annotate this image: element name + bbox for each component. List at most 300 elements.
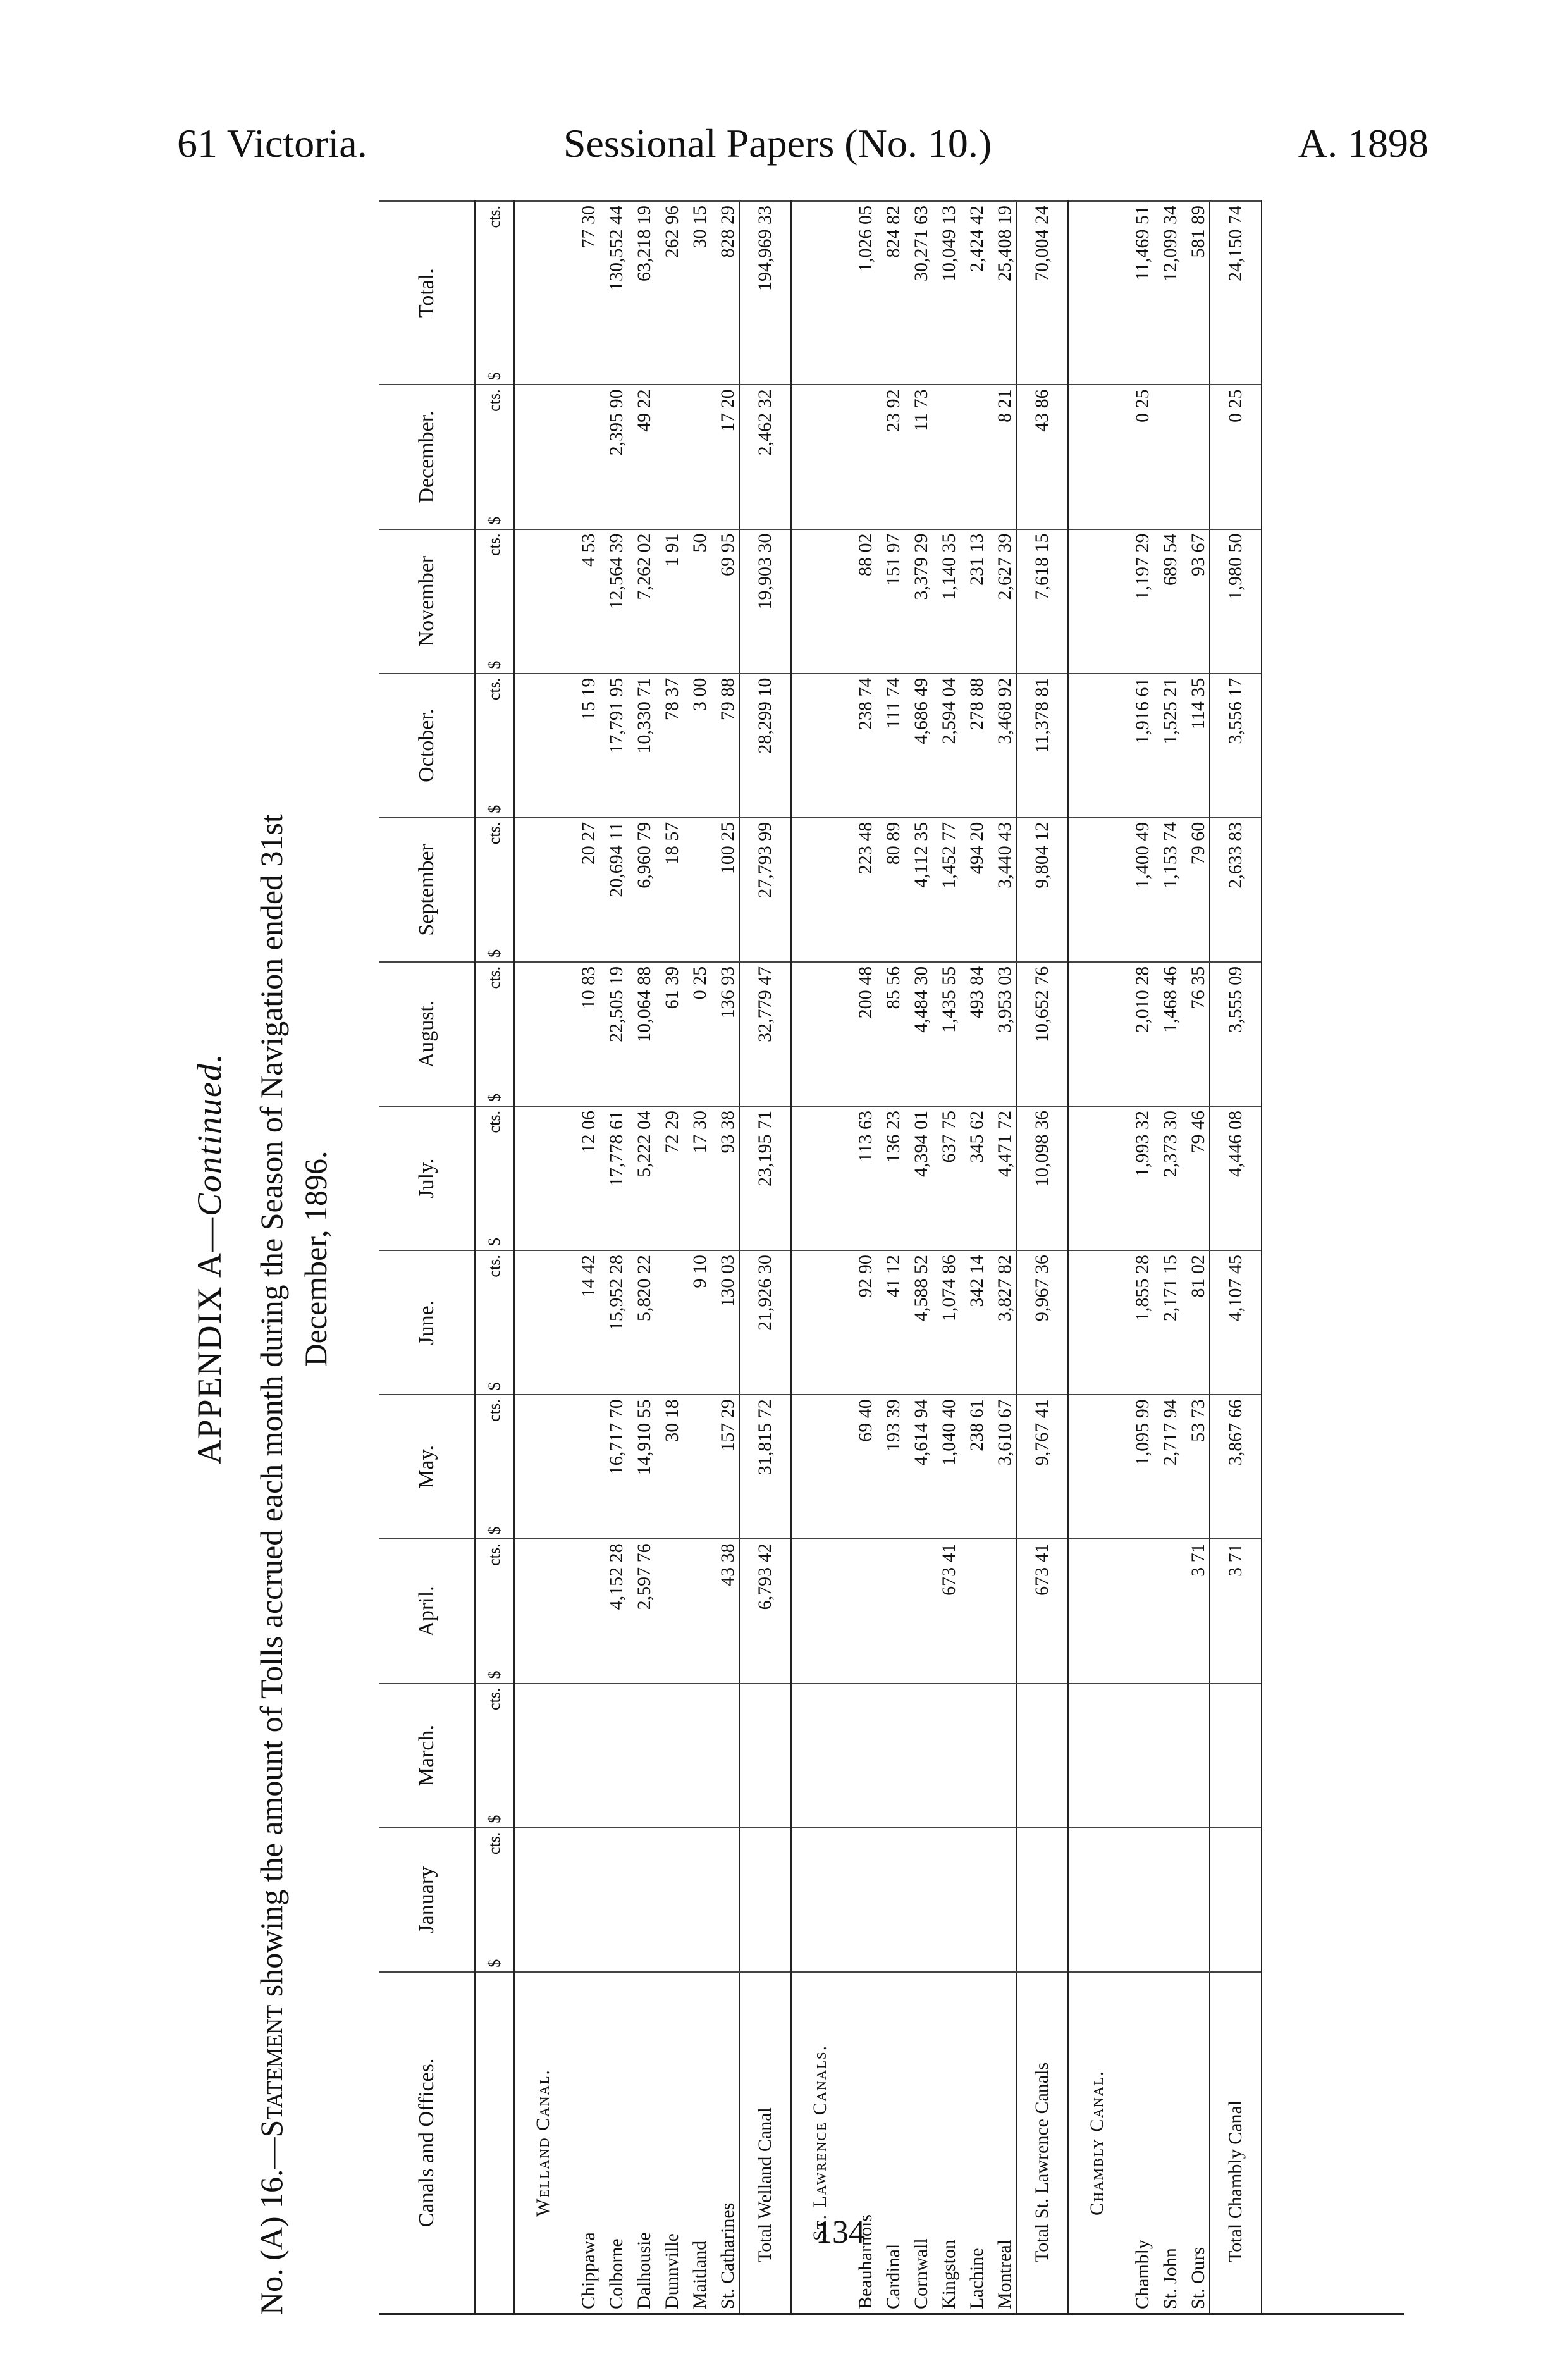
section-total-cell: 9,804 12	[1016, 818, 1068, 962]
row-total-cell: 30 15	[683, 201, 711, 385]
month-value-cell: 278 88	[960, 674, 988, 818]
page-number: 134	[816, 2214, 865, 2250]
month-value-cell	[572, 385, 599, 529]
unit-dollar: $	[485, 1959, 503, 1968]
unit-dollar: $	[485, 949, 503, 958]
month-value-cell	[1126, 1539, 1153, 1683]
section-total-cell: 3,867 66	[1210, 1395, 1262, 1539]
month-value-cell	[904, 1539, 932, 1683]
title-block	[190, 202, 411, 2315]
section-empty-cell	[514, 818, 572, 962]
table-row	[627, 201, 655, 2313]
table-row	[876, 201, 904, 2313]
section-empty-cell	[791, 1684, 849, 1828]
month-value-cell: 76 35	[1181, 962, 1210, 1106]
header-row	[379, 201, 475, 2313]
month-value-cell: 1,468 46	[1153, 962, 1181, 1106]
office-name: St. John	[1153, 1972, 1181, 2313]
month-value-cell: 2,717 94	[1153, 1395, 1181, 1539]
month-value-cell: 345 62	[960, 1106, 988, 1250]
month-value-cell: 2,627 39	[988, 529, 1016, 674]
rotated-content	[190, 202, 1429, 2315]
unit-cents: cts.	[485, 1255, 503, 1278]
month-value-cell: 1,855 28	[1126, 1250, 1153, 1395]
month-value-cell: 69 40	[849, 1395, 876, 1539]
row-total-cell: 12,099 34	[1153, 201, 1181, 385]
unit-dollar: $	[485, 516, 503, 525]
month-value-cell	[572, 1395, 599, 1539]
month-value-cell: 41 12	[876, 1250, 904, 1395]
units-cell	[475, 1250, 514, 1395]
month-value-cell: 43 38	[711, 1539, 739, 1683]
caption-statement: Statement	[254, 2004, 289, 2138]
month-value-cell: 1,153 74	[1153, 818, 1181, 962]
month-value-cell: 9 10	[683, 1250, 711, 1395]
units-row	[475, 201, 514, 2313]
month-value-cell: 130 03	[711, 1250, 739, 1395]
office-name: Kingston	[932, 1972, 960, 2313]
month-value-cell	[655, 1250, 683, 1395]
month-value-cell: 5,222 04	[627, 1106, 655, 1250]
month-value-cell: 1,435 55	[932, 962, 960, 1106]
section-title: Welland Canal.	[514, 1972, 572, 2313]
month-value-cell: 1,452 77	[932, 818, 960, 962]
month-value-cell: 3,468 92	[988, 674, 1016, 818]
month-value-cell: 80 89	[876, 818, 904, 962]
units-cell	[475, 529, 514, 674]
month-value-cell: 49 22	[627, 385, 655, 529]
section-empty-cell	[791, 1395, 849, 1539]
row-total-cell: 10,049 13	[932, 201, 960, 385]
section-total-cell: 24,150 74	[1210, 201, 1262, 385]
month-value-cell: 93 67	[1181, 529, 1210, 674]
month-value-cell: 231 13	[960, 529, 988, 674]
month-value-cell: 4,112 35	[904, 818, 932, 962]
unit-cents: cts.	[485, 1111, 503, 1133]
row-total-cell: 130,552 44	[599, 201, 627, 385]
month-value-cell: 342 14	[960, 1250, 988, 1395]
section-total-cell: 1,980 50	[1210, 529, 1262, 674]
month-value-cell	[1126, 1684, 1153, 1828]
month-value-cell: 1,400 49	[1126, 818, 1153, 962]
month-value-cell: 1,095 99	[1126, 1395, 1153, 1539]
month-value-cell	[599, 1684, 627, 1828]
section-empty-cell	[1068, 818, 1126, 962]
unit-cents: cts.	[485, 1543, 503, 1566]
month-value-cell	[572, 1828, 599, 1972]
month-value-cell	[572, 1539, 599, 1683]
month-value-cell	[988, 1539, 1016, 1683]
section-empty-cell	[514, 529, 572, 674]
section-empty-cell	[791, 674, 849, 818]
row-total-cell: 1,026 05	[849, 201, 876, 385]
month-value-cell: 11 73	[904, 385, 932, 529]
section-total-cell	[1016, 1828, 1068, 1972]
section-total-cell: 32,779 47	[739, 962, 791, 1106]
month-value-cell: 88 02	[849, 529, 876, 674]
unit-dollar: $	[485, 1526, 503, 1535]
month-value-cell: 1,040 40	[932, 1395, 960, 1539]
month-value-cell: 1,197 29	[1126, 529, 1153, 674]
month-value-cell: 1,525 21	[1153, 674, 1181, 818]
month-value-cell: 72 29	[655, 1106, 683, 1250]
month-value-cell: 200 48	[849, 962, 876, 1106]
month-value-cell: 20,694 11	[599, 818, 627, 962]
month-value-cell: 50	[683, 529, 711, 674]
month-value-cell: 79 46	[1181, 1106, 1210, 1250]
month-value-cell	[904, 1828, 932, 1972]
units-cell	[475, 674, 514, 818]
month-value-cell: 114 35	[1181, 674, 1210, 818]
month-value-cell	[876, 1539, 904, 1683]
month-value-cell	[599, 1828, 627, 1972]
month-value-cell	[1181, 1684, 1210, 1828]
unit-dollar: $	[485, 1815, 503, 1823]
month-value-cell	[1153, 1828, 1181, 1972]
month-value-cell	[1153, 1684, 1181, 1828]
month-value-cell: 151 97	[876, 529, 904, 674]
month-value-cell: 3,953 03	[988, 962, 1016, 1106]
section-empty-cell	[514, 1539, 572, 1683]
section-empty-cell	[791, 1250, 849, 1395]
section-empty-cell	[514, 1106, 572, 1250]
section-empty-cell	[791, 962, 849, 1106]
section-empty-cell	[514, 385, 572, 529]
month-value-cell: 5,820 22	[627, 1250, 655, 1395]
table-row	[960, 201, 988, 2313]
section-empty-cell	[1068, 1539, 1126, 1683]
table-row	[1153, 201, 1181, 2313]
month-value-cell: 20 27	[572, 818, 599, 962]
table-row	[572, 201, 599, 2313]
section-total-cell	[1210, 1828, 1262, 1972]
row-total-cell: 828 29	[711, 201, 739, 385]
tolls-table-wrap	[379, 200, 1404, 2315]
month-value-cell	[683, 818, 711, 962]
section-total-cell	[739, 1828, 791, 1972]
month-value-cell: 79 88	[711, 674, 739, 818]
month-value-cell	[849, 1684, 876, 1828]
row-total-cell: 63,218 19	[627, 201, 655, 385]
office-name: Dalhousie	[627, 1972, 655, 2313]
month-value-cell: 2,594 04	[932, 674, 960, 818]
row-total-cell: 824 82	[876, 201, 904, 385]
month-value-cell: 8 21	[988, 385, 1016, 529]
col-header-month: September	[379, 818, 475, 962]
month-value-cell: 223 48	[849, 818, 876, 962]
month-value-cell	[849, 1828, 876, 1972]
month-value-cell: 673 41	[932, 1539, 960, 1683]
month-value-cell: 3,827 82	[988, 1250, 1016, 1395]
section-total-cell: 10,652 76	[1016, 962, 1068, 1106]
section-total-cell: 70,004 24	[1016, 201, 1068, 385]
month-value-cell	[627, 1828, 655, 1972]
units-cell	[475, 818, 514, 962]
row-total-cell: 262 96	[655, 201, 683, 385]
month-value-cell: 93 38	[711, 1106, 739, 1250]
section-total-cell	[1016, 1684, 1068, 1828]
office-name: Montreal	[988, 1972, 1016, 2313]
units-cell	[475, 201, 514, 385]
unit-dollar: $	[485, 805, 503, 813]
month-value-cell	[655, 1828, 683, 1972]
month-value-cell: 12,564 39	[599, 529, 627, 674]
month-value-cell: 61 39	[655, 962, 683, 1106]
section-empty-cell	[514, 1250, 572, 1395]
month-value-cell	[655, 385, 683, 529]
unit-cents: cts.	[485, 1399, 503, 1422]
month-value-cell: 4,686 49	[904, 674, 932, 818]
month-value-cell: 81 02	[1181, 1250, 1210, 1395]
section-total-cell: 28,299 10	[739, 674, 791, 818]
month-value-cell	[876, 1684, 904, 1828]
row-total-cell: 25,408 19	[988, 201, 1016, 385]
section-total-cell: 23,195 71	[739, 1106, 791, 1250]
month-value-cell: 4,588 52	[904, 1250, 932, 1395]
month-value-cell: 30 18	[655, 1395, 683, 1539]
unit-dollar: $	[485, 1094, 503, 1102]
header-right: A. 1898	[1298, 121, 1429, 166]
section-total-cell: 4,446 08	[1210, 1106, 1262, 1250]
month-value-cell	[627, 1684, 655, 1828]
units-cell	[475, 1828, 514, 1972]
col-header-month: November	[379, 529, 475, 674]
month-value-cell: 17,778 61	[599, 1106, 627, 1250]
section-total-cell: 194,969 33	[739, 201, 791, 385]
month-value-cell: 494 20	[960, 818, 988, 962]
section-total-cell: 21,926 30	[739, 1250, 791, 1395]
table-row	[599, 201, 627, 2313]
row-total-cell: 11,469 51	[1126, 201, 1153, 385]
section-total-cell	[1210, 1684, 1262, 1828]
month-value-cell	[683, 1828, 711, 1972]
office-name: Cornwall	[904, 1972, 932, 2313]
col-header-month: April.	[379, 1539, 475, 1683]
unit-cents: cts.	[485, 1832, 503, 1855]
row-total-cell: 581 89	[1181, 201, 1210, 385]
table-row	[1126, 201, 1153, 2313]
header-left: 61 Victoria.	[177, 121, 367, 166]
section-total-cell: 11,378 81	[1016, 674, 1068, 818]
month-value-cell: 53 73	[1181, 1395, 1210, 1539]
office-name: Cardinal	[876, 1972, 904, 2313]
month-value-cell	[960, 1539, 988, 1683]
month-value-cell: 238 74	[849, 674, 876, 818]
month-value-cell: 2,373 30	[1153, 1106, 1181, 1250]
section-empty-cell	[791, 818, 849, 962]
units-cell	[475, 1395, 514, 1539]
month-value-cell: 12 06	[572, 1106, 599, 1250]
col-header-month: March.	[379, 1684, 475, 1828]
unit-dollar: $	[485, 660, 503, 669]
section-total-cell: 4,107 45	[1210, 1250, 1262, 1395]
month-value-cell: 85 56	[876, 962, 904, 1106]
table-caption: No. (A) 16.—Statement showing the amount of Tolls accrued each month during the Season of Navigation ended 31st	[254, 814, 289, 2315]
month-value-cell: 157 29	[711, 1395, 739, 1539]
office-name: Maitland	[683, 1972, 711, 2313]
section-empty-cell	[1068, 1684, 1126, 1828]
running-header	[0, 120, 1555, 177]
unit-cents: cts.	[485, 677, 503, 701]
month-value-cell: 2,171 15	[1153, 1250, 1181, 1395]
section-total-cell: 3,556 17	[1210, 674, 1262, 818]
month-value-cell	[572, 1684, 599, 1828]
row-total-cell: 2,424 42	[960, 201, 988, 385]
month-value-cell: 113 63	[849, 1106, 876, 1250]
unit-cents: cts.	[485, 966, 503, 989]
month-value-cell: 4,614 94	[904, 1395, 932, 1539]
section-total-cell	[739, 1684, 791, 1828]
col-header-month: December.	[379, 385, 475, 529]
row-total-cell: 30,271 63	[904, 201, 932, 385]
month-value-cell	[932, 385, 960, 529]
section-total-cell: 43 86	[1016, 385, 1068, 529]
section-empty-cell	[514, 1828, 572, 1972]
month-value-cell: 10 83	[572, 962, 599, 1106]
unit-dollar: $	[485, 1382, 503, 1391]
month-value-cell: 14,910 55	[627, 1395, 655, 1539]
unit-dollar: $	[485, 372, 503, 381]
month-value-cell: 92 90	[849, 1250, 876, 1395]
section-total-label: Total Chambly Canal	[1210, 1972, 1262, 2313]
section-total-cell: 3,555 09	[1210, 962, 1262, 1106]
month-value-cell: 14 42	[572, 1250, 599, 1395]
section-total-cell: 10,098 36	[1016, 1106, 1068, 1250]
month-value-cell	[683, 1539, 711, 1683]
month-value-cell: 17,791 95	[599, 674, 627, 818]
month-value-cell: 111 74	[876, 674, 904, 818]
month-value-cell: 69 95	[711, 529, 739, 674]
col-header-total: Total.	[379, 201, 475, 385]
section-empty-cell	[1068, 201, 1126, 385]
table-row	[849, 201, 876, 2313]
month-value-cell: 136 23	[876, 1106, 904, 1250]
month-value-cell: 15,952 28	[599, 1250, 627, 1395]
col-header-name: Canals and Offices.	[379, 1972, 475, 2313]
month-value-cell	[849, 385, 876, 529]
table-row	[1181, 201, 1210, 2313]
section-empty-cell	[1068, 1828, 1126, 1972]
section-empty-cell	[1068, 1395, 1126, 1539]
month-value-cell: 17 30	[683, 1106, 711, 1250]
section-total-cell: 9,967 36	[1016, 1250, 1068, 1395]
section-row	[1068, 201, 1126, 2313]
month-value-cell: 4,471 72	[988, 1106, 1016, 1250]
month-value-cell	[960, 385, 988, 529]
section-empty-cell	[514, 1395, 572, 1539]
month-value-cell: 23 92	[876, 385, 904, 529]
month-value-cell: 1 91	[655, 529, 683, 674]
month-value-cell	[1181, 385, 1210, 529]
section-empty-cell	[791, 529, 849, 674]
month-value-cell	[711, 1684, 739, 1828]
tolls-table	[379, 200, 1262, 2313]
month-value-cell: 15 19	[572, 674, 599, 818]
month-value-cell	[904, 1684, 932, 1828]
month-value-cell: 17 20	[711, 385, 739, 529]
month-value-cell: 1,916 61	[1126, 674, 1153, 818]
month-value-cell: 22,505 19	[599, 962, 627, 1106]
month-value-cell: 238 61	[960, 1395, 988, 1539]
month-value-cell: 3,610 67	[988, 1395, 1016, 1539]
month-value-cell	[932, 1684, 960, 1828]
section-total-row	[1016, 201, 1068, 2313]
unit-cents: cts.	[485, 206, 503, 228]
unit-cents: cts.	[485, 533, 503, 556]
month-value-cell	[1126, 1828, 1153, 1972]
section-total-cell: 2,462 32	[739, 385, 791, 529]
month-value-cell: 7,262 02	[627, 529, 655, 674]
col-header-month: July.	[379, 1106, 475, 1250]
month-value-cell: 3 00	[683, 674, 711, 818]
section-total-cell: 9,767 41	[1016, 1395, 1068, 1539]
office-name: St. Ours	[1181, 1972, 1210, 2313]
month-value-cell	[876, 1828, 904, 1972]
unit-cents: cts.	[485, 1687, 503, 1710]
month-value-cell: 0 25	[1126, 385, 1153, 529]
appendix-title: APPENDIX A—Continued.	[190, 1052, 228, 1465]
units-cell	[475, 1684, 514, 1828]
month-value-cell: 4,394 01	[904, 1106, 932, 1250]
table-caption-line2: December, 1896.	[298, 1150, 333, 1367]
section-empty-cell	[1068, 385, 1126, 529]
appendix-continued: Continued.	[190, 1052, 228, 1216]
section-empty-cell	[1068, 674, 1126, 818]
month-value-cell: 2,395 90	[599, 385, 627, 529]
month-value-cell: 0 25	[683, 962, 711, 1106]
office-name: St. Catharines	[711, 1972, 739, 2313]
section-empty-cell	[791, 1828, 849, 1972]
section-total-cell: 0 25	[1210, 385, 1262, 529]
office-name: Beauharnois	[849, 1972, 876, 2313]
month-value-cell: 18 57	[655, 818, 683, 962]
month-value-cell: 136 93	[711, 962, 739, 1106]
section-title: St. Lawrence Canals.	[791, 1972, 849, 2313]
table-row	[932, 201, 960, 2313]
month-value-cell: 4 53	[572, 529, 599, 674]
month-value-cell: 3 71	[1181, 1539, 1210, 1683]
month-value-cell	[1153, 385, 1181, 529]
units-cell	[475, 1106, 514, 1250]
month-value-cell	[988, 1684, 1016, 1828]
section-empty-cell	[514, 201, 572, 385]
table-row	[988, 201, 1016, 2313]
month-value-cell: 4,152 28	[599, 1539, 627, 1683]
month-value-cell	[655, 1539, 683, 1683]
section-total-cell: 3 71	[1210, 1539, 1262, 1683]
office-name: Dunnville	[655, 1972, 683, 2313]
section-empty-cell	[1068, 962, 1126, 1106]
month-value-cell: 100 25	[711, 818, 739, 962]
month-value-cell: 2,597 76	[627, 1539, 655, 1683]
office-name: Lachine	[960, 1972, 988, 2313]
month-value-cell	[932, 1828, 960, 1972]
section-row	[514, 201, 572, 2313]
month-value-cell	[849, 1539, 876, 1683]
month-value-cell	[711, 1828, 739, 1972]
col-header-month: May.	[379, 1395, 475, 1539]
month-value-cell: 10,330 71	[627, 674, 655, 818]
month-value-cell: 10,064 88	[627, 962, 655, 1106]
month-value-cell: 3,440 43	[988, 818, 1016, 962]
section-empty-cell	[791, 1539, 849, 1683]
header-center: Sessional Papers (No. 10.)	[563, 121, 992, 166]
unit-dollar: $	[485, 1238, 503, 1247]
unit-cents: cts.	[485, 822, 503, 845]
month-value-cell: 1,140 35	[932, 529, 960, 674]
month-value-cell: 78 37	[655, 674, 683, 818]
table-row	[904, 201, 932, 2313]
